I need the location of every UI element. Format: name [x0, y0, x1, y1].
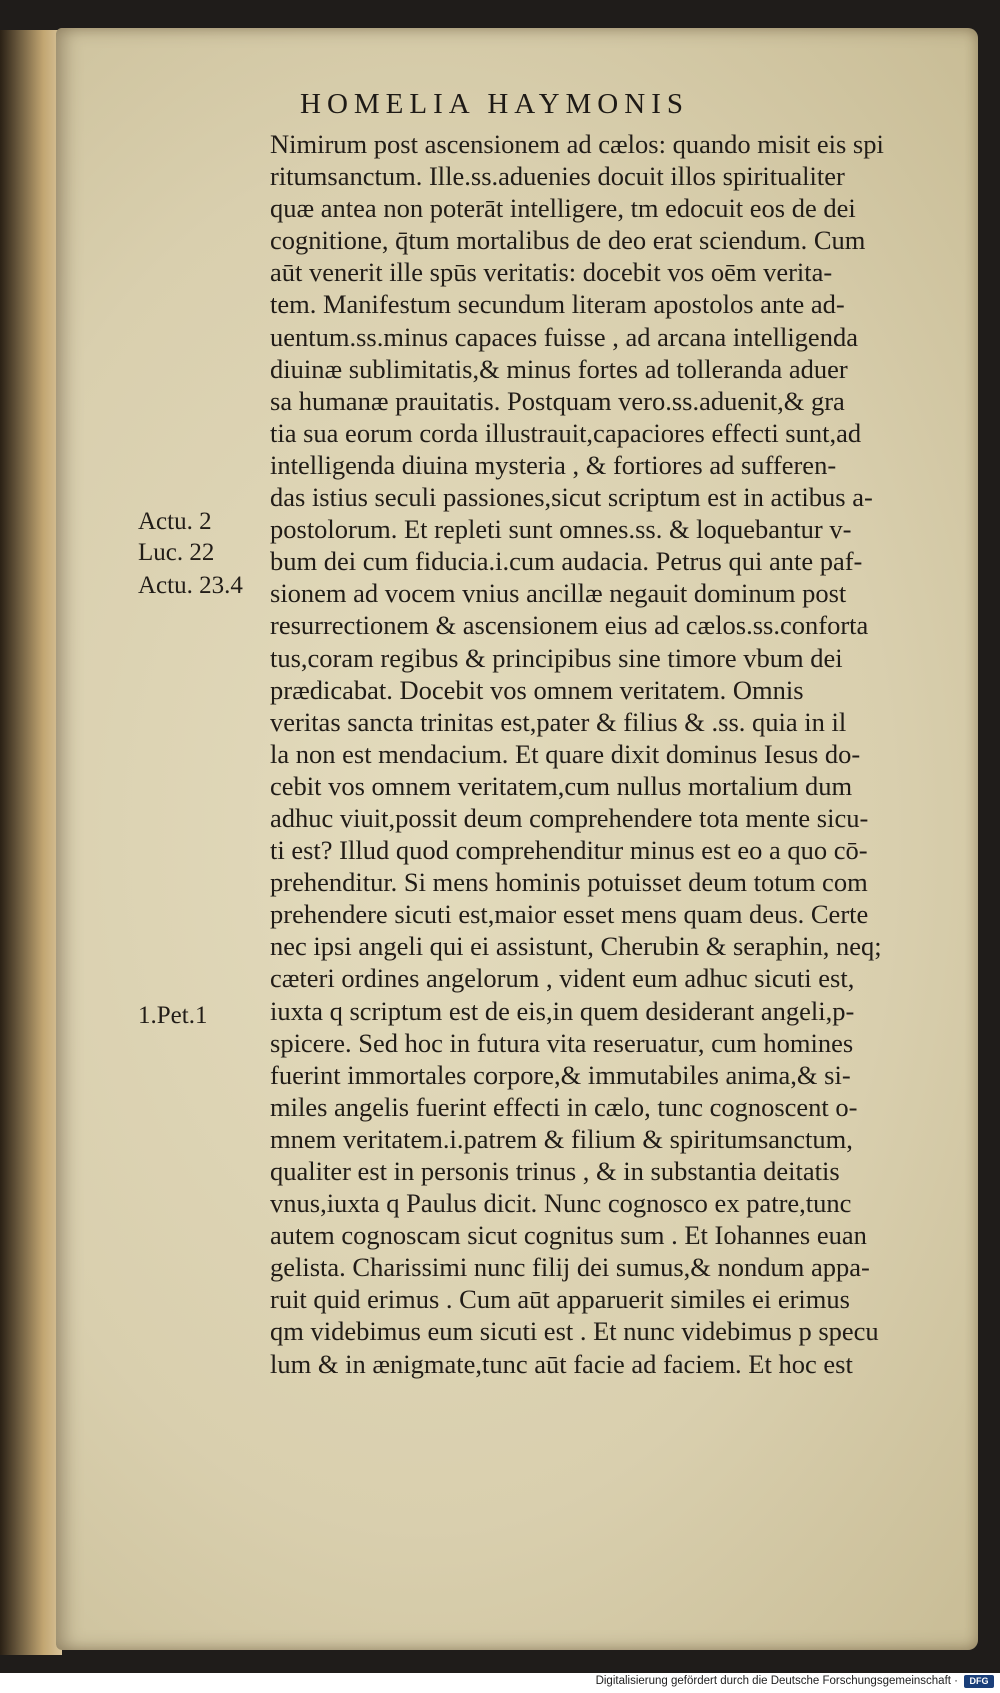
book-spine [0, 30, 62, 1655]
text-line: sa humanæ prauitatis. Postquam vero.ss.aduenit,& gra [270, 385, 845, 416]
text-line: gelista. Charissimi nunc filij dei sumus,& nondum appa- [270, 1252, 870, 1283]
text-line: cognitione, q̄tum mortalibus de deo erat sciendum. Cum [270, 225, 866, 256]
text-line: lum & in ænigmate,tunc aūt facie ad faciem. Et hoc est [270, 1348, 853, 1379]
text-line: Nimirum post ascensionem ad cælos: quando misit eis spi [270, 129, 884, 159]
text-line: cebit vos omnem veritatem,cum nullus mortalium dum [270, 770, 853, 801]
footer-credit: Digitalisierung gefördert durch die Deutsche Forschungsgemeinschaft · [595, 1675, 958, 1687]
text-line: postolorum. Et repleti sunt omnes.ss. & loquebantur v- [270, 514, 852, 545]
text-line: qm videbimus eum sicuti est . Et nunc videbimus p specu [270, 1316, 879, 1347]
text-line: sionem ad vocem vnius ancillæ negauit dominum post [270, 578, 847, 609]
text-line: spicere. Sed hoc in futura vita reseruatur, cum homines [270, 1027, 854, 1058]
margin-note-1-pet-1: 1.Pet.1 [138, 1002, 208, 1029]
text-line: resurrectionem & ascensionem eius ad cælos.ss.conforta [270, 610, 869, 641]
text-line: tia sua eorum corda illustrauit,capaciores effecti sunt,ad [270, 417, 862, 448]
text-line: la non est mendacium. Et quare dixit dominus Iesus do- [270, 738, 861, 769]
text-line: tem. Manifestum secundum literam apostolos ante ad- [270, 289, 845, 320]
text-line: adhuc viuit,possit deum comprehendere tota mente sicu- [270, 802, 869, 833]
text-line: ruit quid erimus . Cum aūt apparuerit similes ei erimus [270, 1284, 850, 1315]
text-line: das istius seculi passiones,sicut scriptum est in actibus a- [270, 482, 873, 513]
dfg-logo: DFG [964, 1675, 994, 1688]
text-line: prehendere sicuti est,maior esset mens quam deus. Certe [270, 899, 869, 930]
text-line: bum dei cum fiducia.i.cum audacia. Petrus qui ante paf- [270, 546, 863, 577]
text-line: miles angelis fuerint effecti in cælo, tunc cognoscent o- [270, 1091, 858, 1122]
text-line: uentum.ss.minus capaces fuisse , ad arcana intelligenda [270, 321, 858, 352]
running-title [300, 88, 920, 121]
text-line: quæ antea non poterāt intelligere, tm edocuit eos de dei [270, 193, 856, 224]
margin-note-actu-23: Actu. 23.4 [138, 572, 243, 599]
text-line: aūt venerit ille spūs veritatis: docebit vos oēm verita- [270, 257, 833, 288]
text-line: tus,coram regibus & principibus sine timore vbum dei [270, 642, 843, 673]
text-line: fuerint immortales corpore,& immutabiles anima,& si- [270, 1059, 851, 1090]
margin-note-luc-22: Luc. 22 [138, 539, 215, 566]
text-line: intelligenda diuina mysteria , & fortiores ad sufferen- [270, 449, 837, 480]
running-title-text: HOMELIA HAYMONIS [300, 88, 689, 120]
margin-note-actu-2: Actu. 2 [138, 508, 212, 535]
body-text [270, 128, 980, 1380]
text-line: ti est? Illud quod comprehenditur minus est eo a quo cō- [270, 835, 868, 866]
text-line: veritas sancta trinitas est,pater & filius & .ss. quia in il [270, 706, 847, 737]
text-line: cæteri ordines angelorum , vident eum adhuc sicuti est, [270, 963, 855, 994]
text-line: prædicabat. Docebit vos omnem veritatem. Omnis [270, 674, 804, 705]
text-line: iuxta q scriptum est de eis,in quem desiderant angeli,p- [270, 995, 855, 1026]
text-line: nec ipsi angeli qui ei assistunt, Cherubin & seraphin, neq; [270, 931, 882, 962]
text-line: vnus,iuxta q Paulus dicit. Nunc cognosco ex patre,tunc [270, 1188, 852, 1219]
text-line: prehenditur. Si mens hominis potuisset deum totum com [270, 867, 868, 898]
text-line: diuinæ sublimitatis,& minus fortes ad tolleranda aduer [270, 353, 848, 384]
text-line: mnem veritatem.i.patrem & filium & spiritumsanctum, [270, 1123, 853, 1154]
text-line: autem cognoscam sicut cognitus sum . Et Iohannes euan [270, 1220, 867, 1251]
text-line: ritumsanctum. Ille.ss.aduenies docuit illos spiritualiter [270, 161, 845, 192]
text-line: qualiter est in personis trinus , & in substantia deitatis [270, 1156, 840, 1186]
